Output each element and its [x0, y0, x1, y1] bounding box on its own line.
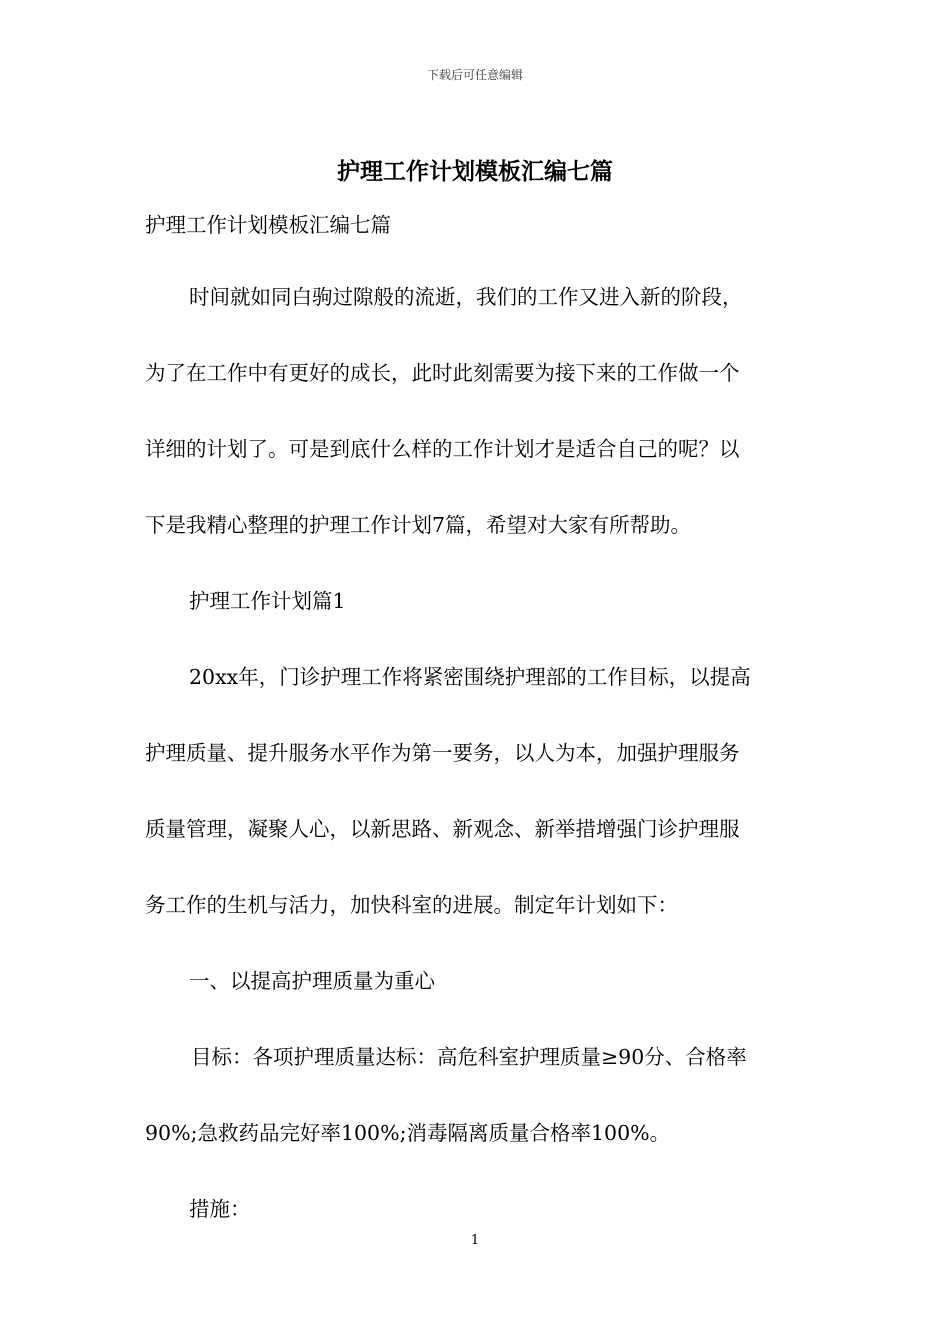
paragraph-line: 目标：各项护理质量达标：高危科室护理质量≥90分、合格率 [191, 1045, 747, 1069]
paragraph-line: 详细的计划了。可是到底什么样的工作计划才是适合自己的呢？以 [145, 437, 740, 461]
page-number: 1 [470, 1233, 480, 1248]
paragraph-line: 时间就如同白驹过隙般的流逝，我们的工作又进入新的阶段， [189, 285, 743, 309]
document-title: 护理工作计划模板汇编七篇 [337, 158, 613, 185]
paragraph-line: 措施： [189, 1197, 251, 1221]
paragraph-line: 下是我精心整理的护理工作计划7篇，希望对大家有所帮助。 [145, 513, 692, 537]
paragraph-line: 为了在工作中有更好的成长，此时此刻需要为接下来的工作做一个 [145, 361, 740, 385]
section-heading: 护理工作计划篇1 [189, 589, 346, 613]
paragraph-line: 质量管理，凝聚人心，以新思路、新观念、新举措增强门诊护理服 [145, 817, 740, 841]
document-body [145, 210, 810, 1270]
paragraph-line: 90%;急救药品完好率100%;消毒隔离质量合格率100%。 [145, 1121, 671, 1145]
document-subtitle: 护理工作计划模板汇编七篇 [145, 213, 391, 237]
paragraph-line: 务工作的生机与活力，加快科室的进展。制定年计划如下： [145, 893, 678, 917]
header-note: 下载后可任意编辑 [426, 68, 523, 82]
subsection-heading: 一、以提高护理质量为重心 [189, 969, 435, 993]
paragraph-line: 护理质量、提升服务水平作为第一要务，以人为本，加强护理服务 [145, 741, 740, 765]
paragraph-line: 20xx年，门诊护理工作将紧密围绕护理部的工作目标，以提高 [189, 665, 751, 689]
